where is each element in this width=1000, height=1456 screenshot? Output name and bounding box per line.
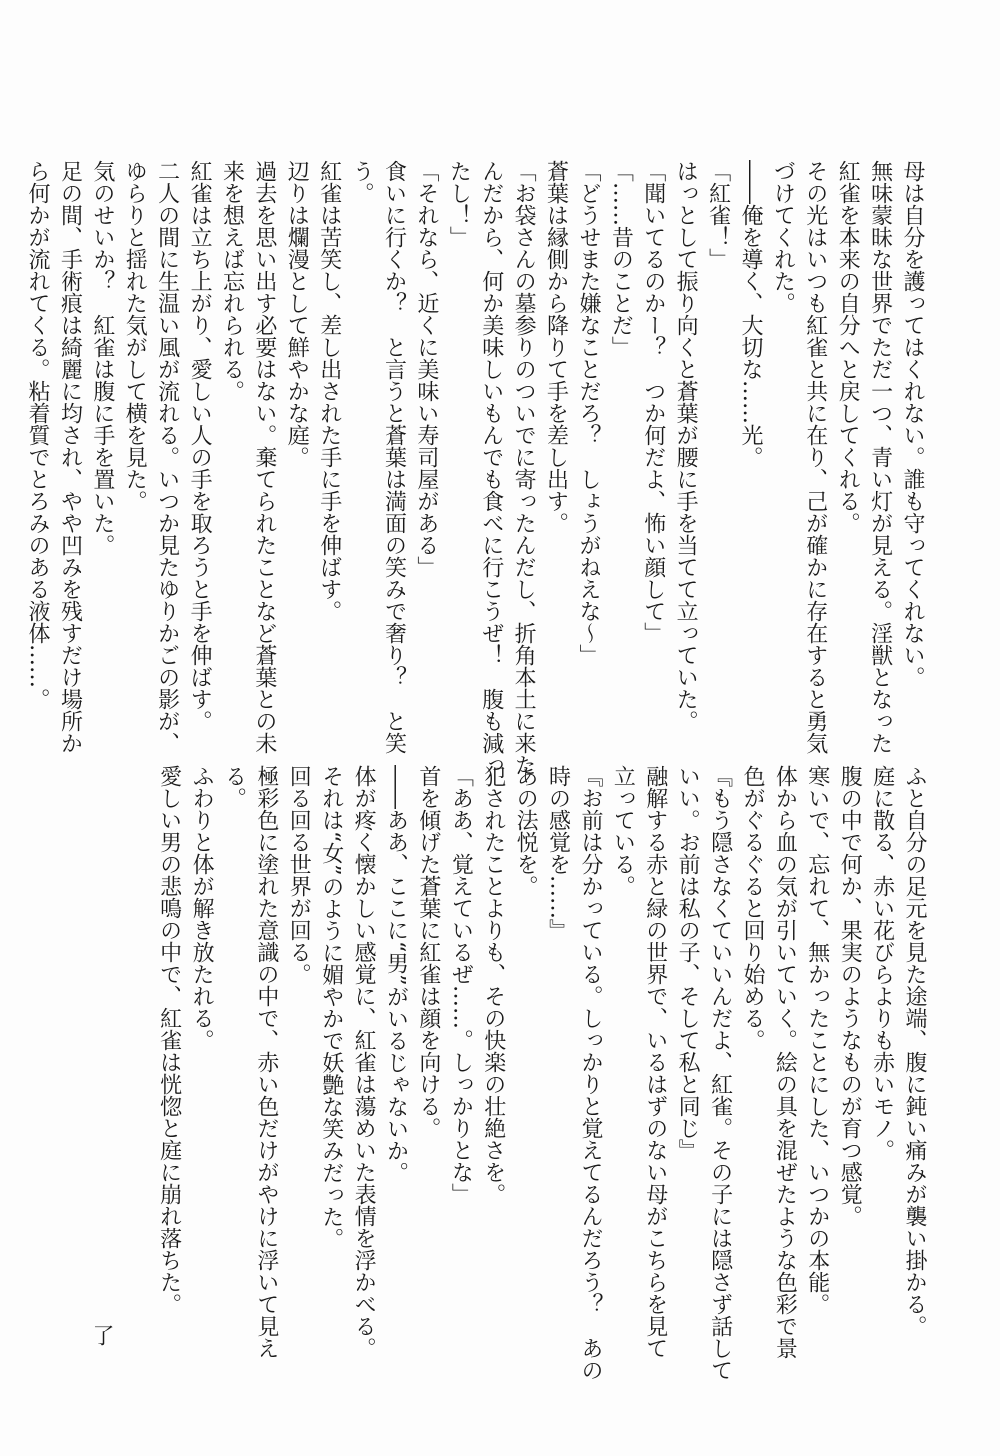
text-line: づけてくれた。 — [770, 160, 796, 314]
text-line: 犯されたことよりも、その快楽の壮絶さを。 — [480, 765, 506, 1205]
text-line: その光はいつも紅雀と共に在り、己が確かに存在すると勇気 — [802, 160, 828, 754]
text-line: 腹の中で何か、果実のようなものが育つ感覚。 — [837, 765, 863, 1227]
text-line: 体から血の気が引いていく。絵の具を混ぜたような色彩で景 — [772, 765, 798, 1359]
text-line: 『お前は分かっている。しっかりと覚えてるんだろう？ あの — [577, 765, 603, 1381]
text-line: ゆらりと揺れた気がして横を見た。 — [122, 160, 148, 512]
text-line: ――俺を導く、大切な……光。 — [737, 160, 763, 468]
text-line: 寒いで、忘れて、無かったことにした、いつかの本能。 — [804, 765, 830, 1315]
text-line: る。 — [221, 765, 247, 809]
text-line: それは“女”のように媚やかで妖艶な笑みだった。 — [318, 765, 344, 1250]
text-line: 「聞いてるのかー？ つか何だよ、怖い顔して」 — [640, 160, 666, 644]
lower-text-block — [156, 765, 930, 1381]
text-line: 食いに行くか？ と言うと蒼葉は満面の笑みで奢り？ と笑 — [381, 160, 407, 754]
text-line: 「紅雀！」 — [705, 160, 731, 270]
text-line: 立っている。 — [610, 765, 636, 897]
text-line: 母は自分を護ってはくれない。誰も守ってくれない。 — [900, 160, 925, 688]
text-line: ら何かが流れてくる。粘着質でとろみのある液体……。 — [25, 160, 51, 710]
text-line: ふと自分の足元を見た途端、腹に鈍い痛みが襲い掛かる。 — [902, 765, 927, 1337]
text-line: 愛しい男の悲鳴の中で、紅雀は恍惚と庭に崩れ落ちた。 — [156, 765, 182, 1315]
text-line: 蒼葉は縁側から降りて手を差し出す。 — [543, 160, 569, 534]
text-line: 無味蒙昧な世界でただ一つ、青い灯が見える。淫獣となった — [867, 160, 893, 754]
text-line: 体が疼く懐かしい感覚に、紅雀は蕩めいた表情を浮かべる。 — [351, 765, 377, 1359]
text-line: 足の間、手術痕は綺麗に均され、やや凹みを残すだけ場所か — [57, 160, 83, 754]
text-line: 首を傾げた蒼葉に紅雀は顔を向ける。 — [415, 765, 441, 1139]
text-line: 「ああ、覚えているぜ……。しっかりとな」 — [448, 765, 474, 1205]
text-line: 庭に散る、赤い花びらよりも赤いモノ。 — [869, 765, 895, 1161]
text-line: ――ああ、ここに“男”がいるじゃないか。 — [383, 765, 409, 1184]
text-line: 融解する赤と緑の世界で、いるはずのない母がこちらを見て — [642, 765, 668, 1359]
text-line: 「お袋さんの墓参りのついでに寄ったんだし、折角本土に来た — [511, 160, 537, 776]
text-line: 来を想えば忘れられる。 — [219, 160, 245, 402]
text-line: たし！」 — [446, 160, 472, 248]
text-line: はっとして振り向くと蒼葉が腰に手を当てて立っていた。 — [673, 160, 699, 732]
text-line: 紅雀は苦笑し、差し出された手に手を伸ばす。 — [316, 160, 342, 622]
text-line: 気のせいか？ 紅雀は腹に手を置いた。 — [89, 160, 115, 556]
text-line: あの法悦を。 — [513, 765, 539, 897]
text-line: いい。お前は私の子、そして私と同じ』 — [675, 765, 701, 1161]
text-line: う。 — [349, 160, 375, 204]
text-line: んだから、何か美味しいもんでも食べに行こうぜ！ 腹も減っ — [478, 160, 504, 776]
text-line: 紅雀は立ち上がり、愛しい人の手を取ろうと手を伸ばす。 — [187, 160, 213, 732]
text-line: 『もう隠さなくていいんだよ、紅雀。その子には隠さず話して — [707, 765, 733, 1381]
text-line: 辺りは爛漫として鮮やかな庭。 — [284, 160, 310, 468]
text-line: 色がぐるぐると回り始める。 — [739, 765, 765, 1051]
text-line: 「それなら、近くに美味い寿司屋がある」 — [413, 160, 439, 578]
text-line: ふわりと体が解き放たれる。 — [189, 765, 215, 1051]
end-mark: 了 — [89, 1324, 114, 1346]
upper-text-block — [25, 160, 928, 776]
text-line: 過去を思い出す必要はない。棄てられたことなど蒼葉との未 — [251, 160, 277, 754]
text-line: 「どうせまた嫌なことだろ？ しょうがねえな～」 — [575, 160, 601, 666]
text-line: 回る回る世界が回る。 — [286, 765, 312, 985]
text-line: 二人の間に生温い風が流れる。いつか見たゆりかごの影が、 — [154, 160, 180, 754]
text-line: 紅雀を本来の自分へと戻してくれる。 — [835, 160, 861, 534]
text-line: 時の感覚を……』 — [545, 765, 571, 941]
text-line: 極彩色に塗れた意識の中で、赤い色だけがやけに浮いて見え — [253, 765, 279, 1359]
text-line: 「……昔のことだ」 — [608, 160, 634, 358]
